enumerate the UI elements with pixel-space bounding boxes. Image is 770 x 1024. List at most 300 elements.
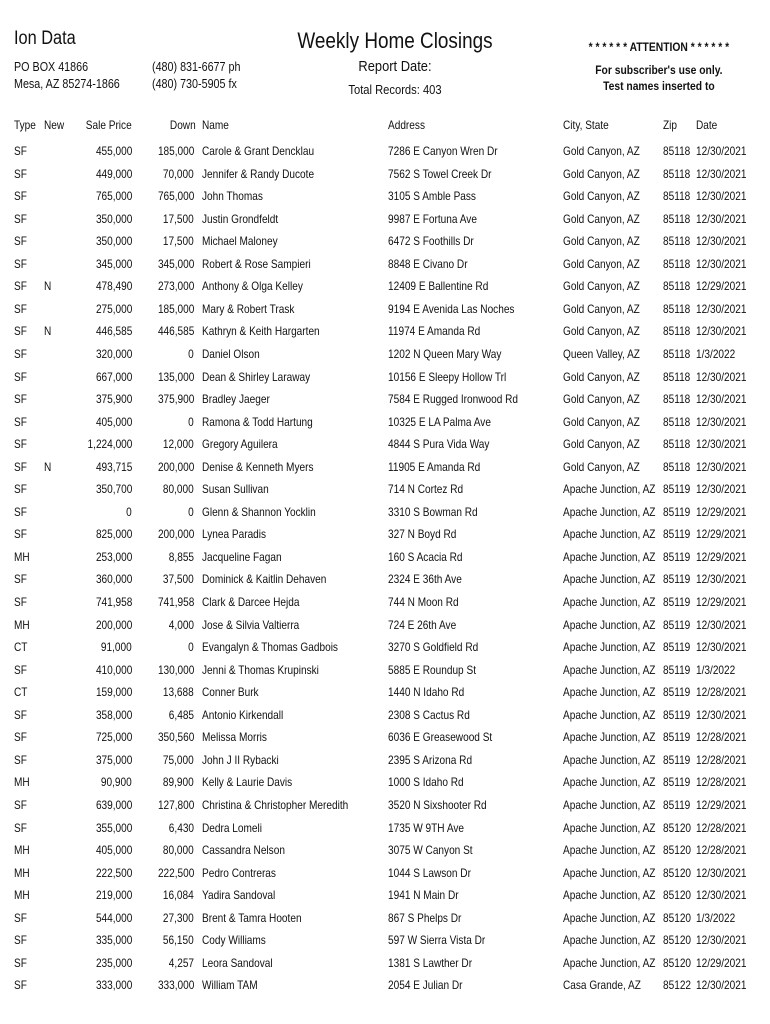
cell-sale-price: 91,000 [101,640,132,655]
cell-city-state: Apache Junction, AZ [563,482,656,497]
cell-sale-price: 410,000 [95,662,132,677]
cell-address: 10325 E LA Palma Ave [388,414,491,429]
cell-address: 3105 S Amble Pass [388,189,476,204]
company-phone [152,59,240,93]
cell-address: 5885 E Roundup St [388,662,476,677]
cell-zip: 85119 [663,707,691,722]
cell-type: SF [14,730,27,745]
cell-city-state: Apache Junction, AZ [563,572,656,587]
cell-name: Kelly & Laurie Davis [202,775,293,790]
cell-city-state: Gold Canyon, AZ [563,279,640,294]
cell-type: SF [14,369,27,384]
cell-zip: 85120 [663,955,692,970]
table-row [0,163,770,185]
cell-zip: 85118 [663,144,691,158]
cell-new: N [44,459,52,474]
cell-city-state: Apache Junction, AZ [563,955,656,970]
table-row [0,636,770,658]
cell-date: 12/30/2021 [696,707,747,722]
cell-name: Jacqueline Fagan [202,549,282,564]
cell-sale-price: 375,000 [95,752,132,767]
cell-down: 273,000 [157,279,194,294]
cell-city-state: Gold Canyon, AZ [563,324,640,339]
cell-date: 12/30/2021 [696,572,747,587]
cell-name: John J II Rybacki [202,752,279,767]
cell-down: 333,000 [157,978,194,993]
cell-zip: 85118 [663,392,691,407]
cell-down: 375,900 [157,392,194,407]
cell-zip: 85118 [663,211,691,226]
table-row [0,659,770,681]
cell-down: 0 [188,640,194,655]
cell-sale-price: 275,000 [95,301,132,316]
cell-down: 135,000 [157,369,194,384]
table-row [0,388,770,410]
table-row [0,456,770,478]
cell-address: 3075 W Canyon St [388,843,473,858]
cell-down: 70,000 [163,166,194,181]
cell-sale-price: 320,000 [95,346,132,361]
cell-type: SF [14,527,27,542]
cell-date: 12/29/2021 [696,527,747,542]
cell-name: Kathryn & Keith Hargarten [202,324,320,339]
cell-city-state: Apache Junction, AZ [563,549,656,564]
cell-zip: 85119 [663,527,691,542]
cell-zip: 85119 [663,595,691,609]
cell-sale-price: 219,000 [95,888,132,903]
cell-down: 0 [188,346,194,361]
note-line-1: For subscriber's use only. [595,63,723,77]
cell-name: Dominick & Kaitlin Dehaven [202,572,327,587]
total-records: Total Records: 403 [348,82,442,97]
cell-address: 1044 S Lawson Dr [388,865,471,880]
cell-down: 4,000 [168,617,194,632]
cell-zip: 85120 [663,843,692,858]
cell-city-state: Apache Junction, AZ [563,662,656,677]
table-row [0,275,770,297]
cell-address: 7562 S Towel Creek Dr [388,166,492,181]
cell-zip: 85119 [663,504,691,519]
cell-name: Ramona & Todd Hartung [202,414,313,429]
table-row [0,140,770,162]
cell-type: CT [14,640,28,655]
cell-sale-price: 253,000 [95,549,132,564]
cell-city-state: Apache Junction, AZ [563,933,656,948]
cell-date: 12/29/2021 [696,797,747,812]
company-address [14,59,120,93]
cell-down: 130,000 [157,662,194,677]
cell-name: Mary & Robert Trask [202,301,295,316]
table-row [0,546,770,568]
cell-city-state: Apache Junction, AZ [563,527,656,542]
cell-type: SF [14,166,27,181]
cell-address: 2054 E Julian Dr [388,978,463,993]
cell-name: Dedra Lomeli [202,820,262,835]
cell-city-state: Gold Canyon, AZ [563,414,640,429]
cell-down: 185,000 [157,301,194,316]
cell-date: 12/30/2021 [696,392,747,407]
note-line-2: Test names inserted to [603,79,715,93]
cell-sale-price: 335,000 [95,933,132,948]
cell-city-state: Gold Canyon, AZ [563,437,640,452]
cell-date: 12/30/2021 [696,211,747,226]
cell-type: CT [14,685,28,700]
cell-name: John Thomas [202,189,263,204]
cell-date: 12/30/2021 [696,933,747,948]
cell-address: 3310 S Bowman Rd [388,504,478,519]
cell-address: 744 N Moon Rd [388,595,459,609]
cell-down: 37,500 [163,572,194,587]
cell-sale-price: 405,000 [95,843,132,858]
cell-down: 6,430 [168,820,194,835]
cell-down: 4,257 [168,955,194,970]
cell-sale-price: 493,715 [95,459,132,474]
cell-sale-price: 455,000 [95,144,132,158]
cell-city-state: Apache Junction, AZ [563,865,656,880]
cell-zip: 85118 [663,279,691,294]
cell-name: Jenni & Thomas Krupinski [202,662,319,677]
table-row [0,366,770,388]
cell-address: 3520 N Sixshooter Rd [388,797,487,812]
table-row [0,817,770,839]
cell-sale-price: 375,900 [95,392,132,407]
cell-date: 1/3/2022 [696,662,736,677]
phone-number: (480) 831-6677 ph [152,60,241,74]
table-row [0,433,770,455]
cell-sale-price: 222,500 [95,865,132,880]
table-row [0,523,770,545]
table-row [0,974,770,996]
cell-name: Anthony & Olga Kelley [202,279,303,294]
table-row [0,862,770,884]
cell-date: 12/29/2021 [696,955,747,970]
cell-sale-price: 544,000 [95,910,132,925]
cell-date: 12/30/2021 [696,617,747,632]
attention-label: * * * * * * ATTENTION * * * * * * [588,40,730,54]
cell-name: Gregory Aguilera [202,437,278,452]
table-row [0,185,770,207]
cell-type: MH [14,549,30,564]
table-row [0,952,770,974]
cell-date: 12/30/2021 [696,166,747,181]
cell-sale-price: 333,000 [95,978,132,993]
cell-name: Michael Maloney [202,234,278,249]
cell-address: 160 S Acacia Rd [388,549,463,564]
cell-name: Glenn & Shannon Yocklin [202,504,316,519]
cell-date: 12/30/2021 [696,256,747,271]
cell-address: 7584 E Rugged Ironwood Rd [388,392,519,407]
cell-name: Yadira Sandoval [202,888,276,903]
cell-type: SF [14,572,27,587]
cell-date: 12/30/2021 [696,437,747,452]
cell-address: 6472 S Foothills Dr [388,234,474,249]
cell-name: Bradley Jaeger [202,392,270,407]
cell-address: 9987 E Fortuna Ave [388,211,477,226]
cell-zip: 85122 [663,978,692,993]
cell-down: 0 [188,504,194,519]
cell-city-state: Gold Canyon, AZ [563,234,640,249]
cell-city-state: Gold Canyon, AZ [563,166,640,181]
cell-city-state: Gold Canyon, AZ [563,144,640,158]
cell-date: 12/28/2021 [696,775,747,790]
cell-date: 12/30/2021 [696,234,747,249]
cell-down: 89,900 [163,775,194,790]
cell-type: SF [14,482,27,497]
cell-date: 12/30/2021 [696,888,747,903]
cell-city-state: Apache Junction, AZ [563,730,656,745]
cell-name: Jose & Silvia Valtierra [202,617,300,632]
cell-date: 12/30/2021 [696,324,747,339]
cell-zip: 85118 [663,459,691,474]
cell-address: 597 W Sierra Vista Dr [388,933,486,948]
cell-zip: 85120 [663,888,692,903]
company-name: Ion Data [14,28,76,49]
cell-address: 3270 S Goldfield Rd [388,640,479,655]
cell-down: 765,000 [157,189,194,204]
cell-zip: 85119 [663,640,691,655]
cell-address: 1735 W 9TH Ave [388,820,465,835]
cell-zip: 85118 [663,324,691,339]
cell-type: SF [14,955,27,970]
cell-address: 8848 E Civano Dr [388,256,468,271]
cell-address: 10156 E Sleepy Hollow Trl [388,369,507,384]
cell-date: 12/30/2021 [696,459,747,474]
cell-type: MH [14,888,30,903]
cell-address: 11974 E Amanda Rd [388,324,481,339]
col-new: New [44,118,65,132]
cell-name: Daniel Olson [202,346,260,361]
cell-sale-price: 639,000 [95,797,132,812]
cell-type: SF [14,414,27,429]
cell-date: 12/30/2021 [696,482,747,497]
cell-sale-price: 667,000 [95,369,132,384]
cell-zip: 85118 [663,414,691,429]
cell-sale-price: 350,000 [95,234,132,249]
col-sale-price: Sale Price [86,118,132,132]
table-row [0,681,770,703]
cell-zip: 85118 [663,437,691,452]
cell-down: 127,800 [157,797,194,812]
table-row [0,839,770,861]
cell-down: 17,500 [163,234,194,249]
cell-date: 12/28/2021 [696,752,747,767]
cell-down: 17,500 [163,211,194,226]
cell-zip: 85119 [663,752,691,767]
report-title: Weekly Home Closings [297,28,493,53]
cell-name: Susan Sullivan [202,482,269,497]
table-row [0,501,770,523]
cell-address: 7286 E Canyon Wren Dr [388,144,498,158]
cell-sale-price: 825,000 [95,527,132,542]
cell-city-state: Apache Junction, AZ [563,775,656,790]
cell-sale-price: 405,000 [95,414,132,429]
cell-type: SF [14,256,27,271]
cell-type: MH [14,865,30,880]
cell-sale-price: 90,900 [101,775,132,790]
table-row [0,320,770,342]
cell-city-state: Gold Canyon, AZ [563,392,640,407]
cell-date: 12/30/2021 [696,144,747,158]
cell-city-state: Apache Junction, AZ [563,707,656,722]
cell-date: 12/29/2021 [696,595,747,609]
cell-name: Pedro Contreras [202,865,276,880]
cell-down: 446,585 [157,324,194,339]
cell-down: 0 [188,414,194,429]
col-type: Type [14,118,36,132]
cell-sale-price: 350,700 [95,482,132,497]
fax-number: (480) 730-5905 fx [152,77,237,91]
cell-type: SF [14,707,27,722]
cell-date: 12/28/2021 [696,685,747,700]
cell-city-state: Apache Junction, AZ [563,640,656,655]
cell-name: Dean & Shirley Laraway [202,369,311,384]
cell-date: 12/30/2021 [696,865,747,880]
cell-type: SF [14,933,27,948]
cell-name: Jennifer & Randy Ducote [202,166,315,181]
cell-zip: 85119 [663,797,691,812]
cell-zip: 85118 [663,234,691,249]
table-row [0,884,770,906]
cell-city-state: Gold Canyon, AZ [563,301,640,316]
table-row [0,614,770,636]
cell-name: Conner Burk [202,685,259,700]
cell-sale-price: 235,000 [95,955,132,970]
cell-date: 1/3/2022 [696,346,736,361]
cell-sale-price: 360,000 [95,572,132,587]
cell-down: 6,485 [168,707,194,722]
table-row [0,411,770,433]
cell-type: SF [14,324,27,339]
cell-zip: 85120 [663,933,692,948]
cell-address: 2395 S Arizona Rd [388,752,473,767]
cell-city-state: Apache Junction, AZ [563,595,656,609]
cell-type: SF [14,392,27,407]
col-date: Date [696,118,718,132]
cell-down: 16,084 [163,888,194,903]
table-row [0,298,770,320]
cell-city-state: Gold Canyon, AZ [563,369,640,384]
cell-date: 1/3/2022 [696,910,736,925]
table-row [0,343,770,365]
cell-zip: 85120 [663,865,692,880]
cell-address: 9194 E Avenida Las Noches [388,301,515,316]
cell-date: 12/30/2021 [696,301,747,316]
cell-address: 1202 N Queen Mary Way [388,346,502,361]
cell-name: Leora Sandoval [202,955,273,970]
cell-sale-price: 446,585 [95,324,132,339]
cell-type: SF [14,595,27,609]
cell-city-state: Queen Valley, AZ [563,346,640,361]
cell-address: 1000 S Idaho Rd [388,775,464,790]
cell-down: 75,000 [163,752,194,767]
cell-down: 80,000 [163,482,194,497]
cell-type: SF [14,820,27,835]
cell-city-state: Apache Junction, AZ [563,617,656,632]
cell-zip: 85120 [663,910,692,925]
cell-name: Melissa Morris [202,730,267,745]
cell-type: MH [14,775,30,790]
cell-zip: 85119 [663,685,691,700]
table-row [0,929,770,951]
cell-down: 200,000 [157,459,194,474]
table-row [0,253,770,275]
cell-address: 1941 N Main Dr [388,888,459,903]
col-down: Down [170,118,196,132]
cell-date: 12/28/2021 [696,730,747,745]
cell-down: 345,000 [157,256,194,271]
cell-city-state: Gold Canyon, AZ [563,459,640,474]
cell-zip: 85118 [663,189,691,204]
cell-type: SF [14,437,27,452]
cell-address: 867 S Phelps Dr [388,910,462,925]
cell-zip: 85119 [663,549,691,564]
cell-type: SF [14,279,27,294]
cell-address: 714 N Cortez Rd [388,482,464,497]
cell-date: 12/30/2021 [696,640,747,655]
cell-name: Carole & Grant Dencklau [202,144,315,158]
cell-name: Justin Grondfeldt [202,211,279,226]
col-zip: Zip [663,118,678,132]
cell-zip: 85118 [663,369,691,384]
cell-sale-price: 1,224,000 [87,437,132,452]
cell-date: 12/30/2021 [696,978,747,993]
cell-address: 2324 E 36th Ave [388,572,462,587]
cell-sale-price: 725,000 [95,730,132,745]
cell-date: 12/28/2021 [696,820,747,835]
cell-name: Robert & Rose Sampieri [202,256,311,271]
cell-down: 200,000 [157,527,194,542]
cell-city-state: Apache Junction, AZ [563,504,656,519]
cell-down: 185,000 [157,144,194,158]
cell-city-state: Apache Junction, AZ [563,910,656,925]
cell-sale-price: 478,490 [95,279,132,294]
cell-city-state: Apache Junction, AZ [563,797,656,812]
cell-down: 12,000 [163,437,194,452]
cell-zip: 85118 [663,301,691,316]
cell-city-state: Apache Junction, AZ [563,888,656,903]
cell-down: 222,500 [157,865,194,880]
cell-sale-price: 355,000 [95,820,132,835]
subscriber-note [560,62,758,94]
cell-type: SF [14,144,27,158]
cell-type: SF [14,301,27,316]
cell-sale-price: 159,000 [95,685,132,700]
cell-date: 12/30/2021 [696,414,747,429]
cell-name: Evangalyn & Thomas Gadbois [202,640,338,655]
cell-address: 1381 S Lawther Dr [388,955,473,970]
cell-type: SF [14,504,27,519]
cell-zip: 85118 [663,346,691,361]
col-city-state: City, State [563,118,609,132]
cell-sale-price: 350,000 [95,211,132,226]
cell-city-state: Apache Junction, AZ [563,685,656,700]
cell-address: 6036 E Greasewood St [388,730,493,745]
cell-zip: 85119 [663,482,691,497]
cell-city-state: Casa Grande, AZ [563,978,641,993]
cell-type: SF [14,459,27,474]
cell-sale-price: 358,000 [95,707,132,722]
cell-address: 2308 S Cactus Rd [388,707,470,722]
cell-date: 12/29/2021 [696,504,747,519]
col-address: Address [388,118,425,132]
cell-new: N [44,324,52,339]
cell-name: Cassandra Nelson [202,843,285,858]
cell-type: SF [14,234,27,249]
table-row [0,208,770,230]
cell-city-state: Apache Junction, AZ [563,843,656,858]
cell-name: Antonio Kirkendall [202,707,284,722]
cell-zip: 85120 [663,820,692,835]
